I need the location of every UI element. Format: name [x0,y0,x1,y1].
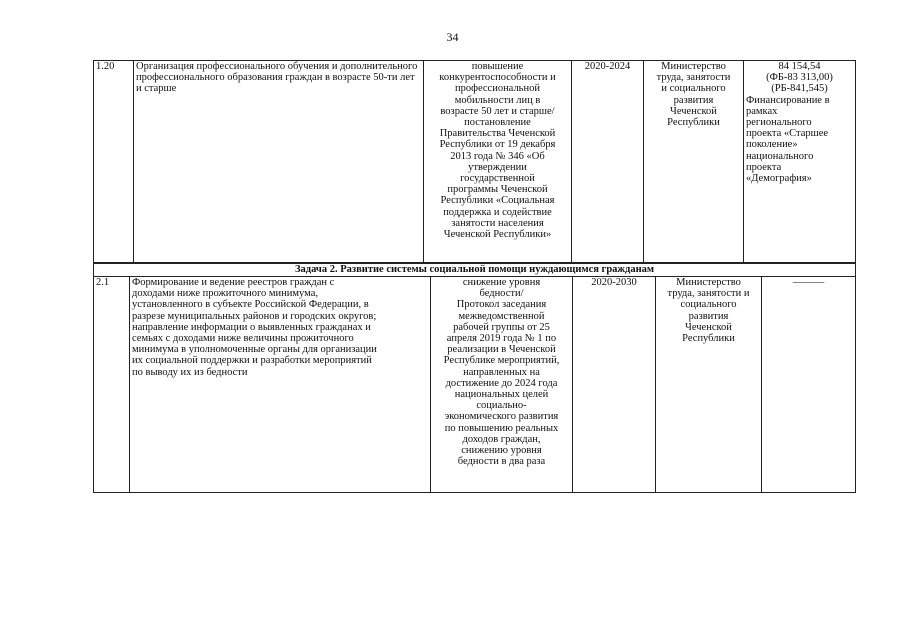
expected-result: снижение уровня бедности/ Протокол заседания межведомственной рабочей группы от 25 апреля 2019 года № 1 по реализации в Чеченской Республике мероприятий, направленных на достижение до 2024 года национальных целей социально- экономического развития по повышению реальных доходов граждан, снижению уровня бедности в два раза [431,277,573,493]
table-row [94,61,856,263]
financing: 84 154,54 (ФБ-83 313,00) (РБ-841,545) Финансирование в рамках регионального проекта «Старшее поколение» национального проекта «Демография» [744,61,856,263]
measures-table-task-2 [93,263,856,493]
financing-dash: ——— [792,277,825,288]
measure-name: Формирование и ведение реестров граждан с доходами ниже прожиточного минимума, установленного в субъекте Российской Федерации, в разрезе муниципальных районов и городских округов; направление информации о выявленных гражданах и семьях с доходами ниже величины прожиточного минимума в уполномоченные органы для организации их социальной поддержки и разработки мероприятий по выводу их из бедности [130,277,431,493]
row-number: 2.1 [94,277,130,493]
table-row [94,277,856,493]
expected-result: повышение конкурентоспособности и профессиональной мобильности лиц в возрасте 50 лет и старше/ постановление Правительства Чеченской Республики от 19 декабря 2013 года № 346 «Об утверждении государственной программы Чеченской Республики «Социальная поддержка и содействие занятости населения Чеченской Республики» [424,61,572,263]
executor: Министерство труда, занятости и социального развития Чеченской Республики [644,61,744,263]
task-header-row [94,264,856,277]
executor: Министерство труда, занятости и социального развития Чеченской Республики [656,277,762,493]
page-number: 34 [446,30,459,44]
financing [762,277,856,493]
task-title: Задача 2. Развитие системы социальной помощи нуждающимся гражданам [94,264,856,277]
measure-name: Организация профессионального обучения и дополнительного профессионального образования граждан в возрасте 50-ти лет и старше [134,61,424,263]
period: 2020-2030 [573,277,656,493]
period: 2020-2024 [572,61,644,263]
row-number: 1.20 [94,61,134,263]
measures-table-row-1-20 [93,60,856,263]
